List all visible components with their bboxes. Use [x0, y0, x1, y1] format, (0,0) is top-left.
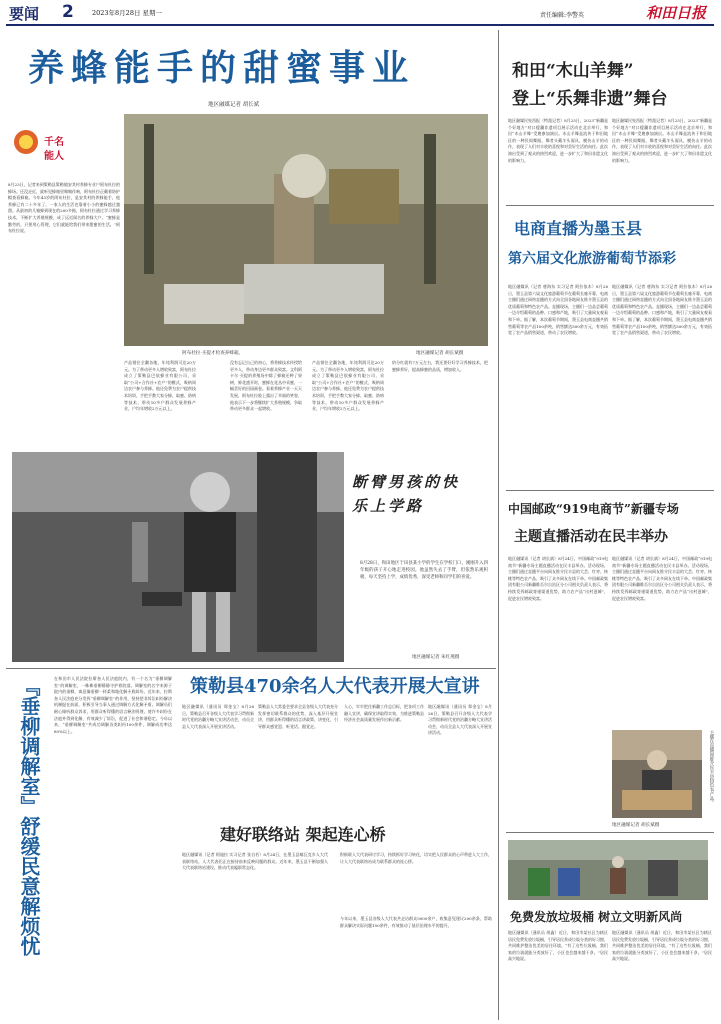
side1-body-right: 地区融媒民宪西报（特派记者）8月25日，2023“新疆是个好地方”对口援疆非遗项目展示活动在北京举行，和田“木山羊舞”受邀参加演出。木山羊舞是流传于和田地区的一种民间舞蹈，舞者头戴羊头面具，模仿山羊的动作，表现了人们对丰收的喜悦和对美好生活的向往。此次演出受到了观众的热烈欢迎，进一步扩大了和田非遗文化的影响力。	[612, 118, 712, 163]
side4-body-right: 地区融媒讯（通讯员 胡鑫）近日，和田市某社区为辖区居民免费发放垃圾桶，引导居民养成垃圾分类的好习惯，共同维护整洁优美的居住环境。“有了这些垃圾桶，我们家的垃圾就能分类放好了，小区也会越来越干净。”居民高兴地说。	[612, 930, 712, 962]
bottom-article2-body-c: 今年以来，墨玉县各级人大代表共走访群众5000余户，收集意见建议200余条，帮助群众解决实际问题150余件，有效推动了基层治理水平的提升。	[340, 916, 492, 928]
side3-title-line1: 中国邮政“919电商节”新疆专场	[508, 502, 679, 516]
issue-date: 2023年8月28日 星期一	[92, 9, 163, 17]
side3-body-left: 地区融媒讯（记者 胡长斌）8月24日，中国邮政“919电商节”新疆专场主题直播活动在民丰县举办。活动现场，主播们通过直播平台向网友推介民丰县的大芸、红枣、核桃等特色农产品，吸引了众多网友在线下单。中国邮政集团有限公司新疆维吾尔自治区分公司相关负责人表示，将持续发挥邮政寄递渠道优势，助力农产品“出村进城”，促进农民增收致富。	[508, 556, 608, 601]
livestream-caption: 主播在直播间推介民丰县特色农产品。	[709, 730, 714, 805]
divider	[6, 668, 496, 669]
photo1-credit: 地区融媒记者 胡长斌摄	[416, 351, 464, 356]
bottom-article1-title: 策勒县470余名人大代表开展大宣讲	[190, 676, 480, 697]
page-header	[0, 0, 721, 24]
lead-story-body-left: 8月23日，记者来到策勒县策勒镇安其村养蜂专业户阿布杜拉的蜂场。还没走近，就听见蜂箱里嗡嗡作响，阿布杜拉正戴着防护帽查看蜂箱。今年43岁的阿布杜拉，是安其村的养蜂能手，他养蜂已有二十多年了，一家人的生活也靠着小小的蜜蜂越过越甜。从最初的几箱蜂到现在的200多箱，阿布杜拉通过学习养蜂技术，不断扩大养殖规模，成了远近闻名的养蜂大户。“蜜蜂是勤劳的，只要用心管理，它们就能给我们带来甜蜜的生活。”阿布杜拉说。	[8, 182, 120, 234]
photo1-caption: 阿布杜拉·买提才检查养蜂箱。	[182, 351, 244, 356]
second-feature-credit: 地区融媒记者 朱红燕摄	[412, 655, 460, 660]
bottom-article1-body-a: 地区融媒讯（通讯员 郑金宝）8月26日，策勒县召开各级人大代表学习贯彻新时代党的治疆方略大宣讲活动会，动员全县人大代表深入开展宣讲活动。	[182, 704, 254, 729]
schoolboy-image-icon	[12, 452, 344, 662]
column-badge	[10, 122, 66, 178]
second-feature-title-box	[352, 470, 472, 550]
side1-body: 地区融媒民宪西报（特派记者）8月25日，2023“新疆是个好地方”对口援疆非遗项目展示活动在北京举行，和田“木山羊舞”受邀参加演出。木山羊舞是流传于和田地区的一种民间舞蹈，舞者头戴羊头面具，模仿山羊的动作，表现了人们对丰收的喜悦和对美好生活的向往。此次演出受到了观众的热烈欢迎，进一步扩大了和田非遗文化的影响力。	[508, 118, 608, 163]
side4-body-left: 地区融媒讯（通讯员 胡鑫）近日，和田市某社区为辖区居民免费发放垃圾桶，引导居民养成垃圾分类的好习惯，共同维护整洁优美的居住环境。“有了这些垃圾桶，我们家的垃圾就能分类放好了，小区也会越来越干净。”居民高兴地说。	[508, 930, 608, 962]
newspaper-logo: 和田日报	[646, 4, 707, 22]
second-feature-caption: 8月28日，和田地区于田县某小学的学生在学校门口，刚刚升入四年级的孩子开心地走进校园。他虽然失去了手臂，但依然乐观积极，每天坚持上学，成绩优秀，深受老师和同学们的喜爱。	[360, 561, 488, 580]
side1-title-line1: 和田“木山羊舞”	[512, 61, 634, 81]
side2-title-line2: 第六届文化旅游葡萄节添彩	[508, 251, 676, 267]
livestream-credit: 地区融媒记者 胡长斌摄	[612, 823, 660, 828]
lead-story-body-right: 没有忘记自己的初心，将养蜂技术传授给更多人，带动身边更多群众致富。文科阿卡尔·买提的养殖场中除了蜂箱还种了果树，鲜花盛开时，蜜蜂在花丛中采蜜，一幅美好的田园画卷。看着养蜂产业一天天发展，阿布杜拉脸上露出了幸福的笑容，他表示下一步将继续扩大养殖规模，争取带动更多群众一起增收。	[230, 360, 302, 412]
trash-bin-photo	[508, 840, 708, 900]
lead-story-body-mid2: 产品销往全疆各地，年纯利润可达20万元。为了带动更多人增收致富，阿布杜拉成立了策勒县巴依蜂业有限公司，采取“公司+合作社+农户”的模式，吸纳周边农户参与养蜂。他还免费为农户提供技术培训，手把手教大家分蜂、取蜜、防病等技术，带动10多户群众发展养蜂产业，户均年增收2万元以上。	[312, 360, 384, 412]
side2-body-right: 地区融媒讯（记者 唐海东 实习记者 阿拉依木）8月26日，墨玉县第六届文化旅游葡萄节在葡萄长廊开幕，电商主播们通过网络直播的方式向全国各地网友推介墨玉县的优质葡萄和特色农产品。直播现场，主播们一边品尝葡萄一边介绍葡萄的品种、口感和产地，吸引了大量网友观看和下单。据了解，本次葡萄节期间，墨玉县电商直播共销售葡萄等农产品100余吨，销售额达500余万元，有效拓宽了农产品销售渠道，带动了农民增收。	[612, 284, 712, 336]
lead-story-body-far: 的分红就有7万元左右，我还要好好学习养蜂技术，把蜜蜂养好，提高蜂蜜的品质，增加收入。	[392, 360, 488, 372]
vertical-feature-title: 『垂柳调解室』舒缓民意解烦忧	[17, 676, 41, 956]
header-rule	[6, 24, 714, 26]
livestream-image-icon	[612, 730, 702, 818]
side-rule-1	[506, 205, 714, 206]
column-badge-label: 千名能人	[44, 137, 64, 162]
bottom-article1-body-d: 地区融媒讯（通讯员 郑金宝）8月26日，策勒县召开各级人大代表学习贯彻新时代党的治疆方略大宣讲活动会，动员全县人大代表深入开展宣讲活动。	[428, 704, 492, 736]
second-feature-title: 断臂男孩的快乐上学路	[352, 473, 461, 515]
bottom-article2-title: 建好联络站 架起连心桥	[220, 825, 386, 844]
boy-photo	[12, 452, 344, 662]
side3-body-right: 地区融媒讯（记者 胡长斌）8月24日，中国邮政“919电商节”新疆专场主题直播活动在民丰县举办。活动现场，主播们通过直播平台向网友推介民丰县的大芸、红枣、核桃等特色农产品，吸引了众多网友在线下单。中国邮政集团有限公司新疆维吾尔自治区分公司相关负责人表示，将持续发挥邮政寄递渠道优势，助力农产品“出村进城”，促进农民增收致富。	[612, 556, 712, 601]
livestream-photo	[612, 730, 702, 818]
side2-body-left: 地区融媒讯（记者 唐海东 实习记者 阿拉依木）8月26日，墨玉县第六届文化旅游葡萄节在葡萄长廊开幕，电商主播们通过网络直播的方式向全国各地网友推介墨玉县的优质葡萄和特色农产品。直播现场，主播们一边品尝葡萄一边介绍葡萄的品种、口感和产地，吸引了大量网友观看和下单。据了解，本次葡萄节期间，墨玉县电商直播共销售葡萄等农产品100余吨，销售额达500余万元，有效拓宽了农产品销售渠道，带动了农民增收。	[508, 284, 608, 336]
bottom-article1-body-c: 人心，牢牢把住新疆工作总目标，把各项工作融入宣讲，确保宣讲取得实效，为推进策勒县经济社会高质量发展作出新贡献。	[344, 704, 424, 723]
vertical-feature-body: 在和田市人民法院拉斯奎人民法庭院内，有一个名为“垂柳调解室”的调解室，一株株垂柳静静守护着院落。调解室的名字来源于院内的垂柳，寓意像垂柳一样柔和地化解矛盾纠纷。近年来，拉斯奎人民法庭充分发挥“垂柳调解室”的作用，坚持把非诉讼纠纷解决机制挺在前面，积极引导当事人通过调解方式化解矛盾。调解员们耐心倾听群众诉求，用群众听得懂的语言释法明理，使许多纠纷在法庭外得到化解，有效减少了诉讼，促进了社会和谐稳定。今年以来，“垂柳调解室”共成功调解各类纠纷100余件，调解成功率达80%以上。	[54, 676, 172, 734]
lead-story-title: 养蜂能手的甜蜜事业	[28, 47, 416, 89]
side-rule-2	[506, 490, 714, 491]
bottom-article1-body-b: 策勒县人大常委会要求全县各级人大代表充分发挥密切联系群众的优势，深入基层开展宣讲，用群众听得懂的语言讲政策、讲变化，引导群众感党恩、听党话、跟党走。	[258, 704, 338, 729]
side4-title: 免费发放垃圾桶 树立文明新风尚	[510, 910, 683, 924]
side3-title-line2: 主题直播活动在民丰举办	[514, 529, 668, 545]
trash-bin-image-icon	[508, 840, 708, 900]
side-rule-3	[506, 832, 714, 833]
beekeeper-photo	[124, 114, 488, 346]
editor-credit: 责任编辑:李警英	[540, 12, 585, 19]
side2-title-line1: 电商直播为墨玉县	[514, 219, 643, 238]
lead-story-body-mid: 产品销往全疆各地，年纯利润可达20万元。为了带动更多人增收致富，阿布杜拉成立了策勒县巴依蜂业有限公司，采取“公司+合作社+农户”的模式，吸纳周边农户参与养蜂。他还免费为农户提供技术培训，手把手教大家分蜂、取蜜、防病等技术，带动10多户群众发展养蜂产业，户均年增收2万元以上。	[124, 360, 196, 412]
page-number: 2	[62, 2, 74, 22]
bottom-article2-body-b: 积极联入大代表研讨学习，持续抓好学习转化，切实把人民群众的心声带进人大工作，让人大代表联络站成为联系群众的连心桥。	[340, 852, 492, 864]
bottom-article2-body-a: 地区融媒讯（记者 阿迪拉 实习记者 张自若）8月24日，在墨玉县喀瓦克乡人大代表联络站，人大代表们正在接待前来反映问题的群众。近年来，墨玉县不断加强人大代表联络站建设，推动代表履职常态化。	[182, 852, 328, 871]
side1-title-line2: 登上“乐舞非遗”舞台	[512, 89, 668, 109]
section-title: 要闻	[9, 5, 40, 23]
beekeeper-image-icon	[124, 114, 488, 346]
column-divider	[498, 30, 499, 1020]
lead-story-byline: 地区融媒记者 胡长斌	[208, 102, 260, 108]
